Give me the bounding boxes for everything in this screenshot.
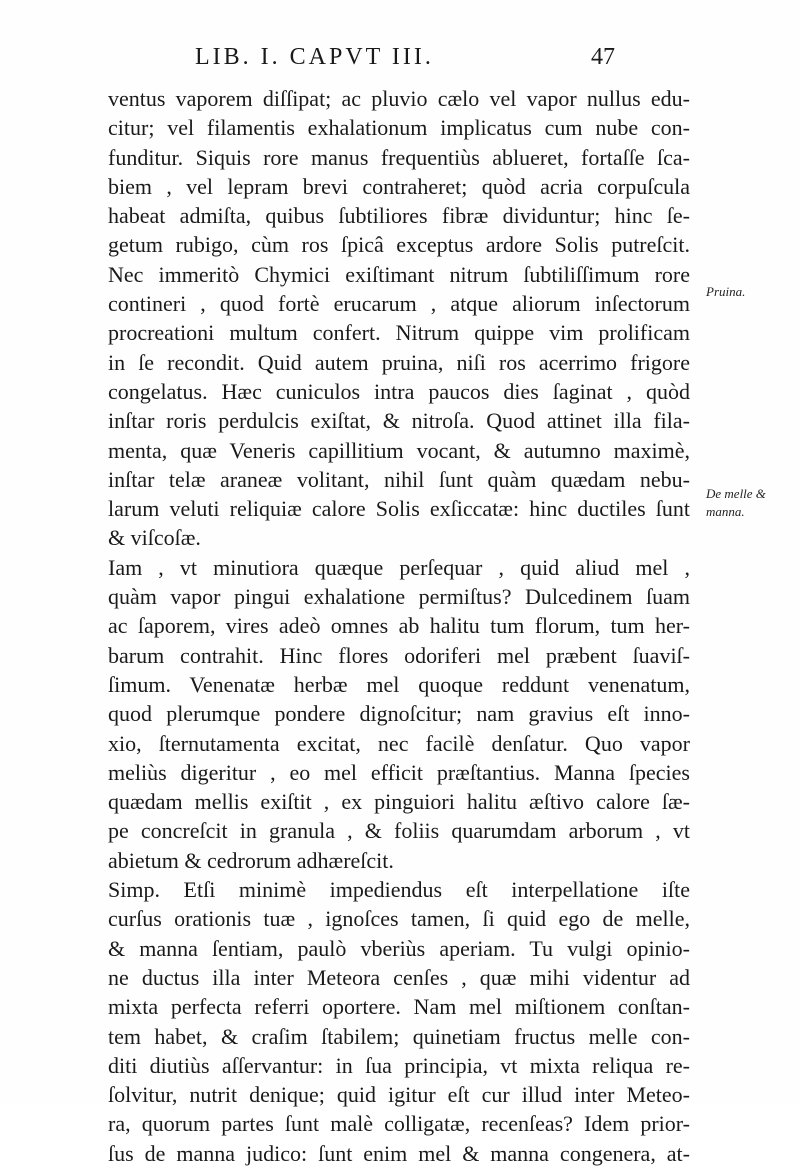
text-line: getum rubigo, cùm ros ſpicâ exceptus ardore Solis putreſcit. [108, 232, 690, 258]
text-line: curſus orationis tuæ , ignoſces tamen, ſi quid ego de melle, [108, 906, 690, 932]
text-line: ſolvitur, nutrit denique; quid igitur eſt cur illud inter Meteo- [108, 1082, 690, 1108]
text-line: contineri , quod fortè erucarum , atque aliorum inſectorum [108, 291, 690, 317]
text-line: citur; vel filamentis exhalationum implicatus cum nube con- [108, 115, 690, 141]
text-line: pe concreſcit in granula , & foliis quarumdam arborum , vt [108, 818, 690, 844]
text-line: ſus de manna judico: ſunt enim mel & manna congenera, at- [108, 1140, 690, 1166]
text-line: barum contrahit. Hinc flores odoriferi mel præbent ſuaviſ- [108, 642, 690, 668]
text-line: Simp. Etſi minimè impediendus eſt interpellatione iſte [108, 877, 690, 903]
text-line: habeat admiſta, quibus ſubtiliores fibræ dividuntur; hinc ſe- [108, 203, 690, 229]
running-title: LIB. I. CAPVT III. [195, 44, 434, 70]
text-line: Nec immeritò Chymici exiſtimant nitrum ſubtiliſſimum rore [108, 261, 690, 287]
text-line: & manna ſentiam, paulò vberiùs aperiam. Tu vulgi opinio- [108, 935, 690, 961]
text-line: inſtar telæ araneæ volitant, nihil ſunt quàm quædam nebu- [108, 466, 690, 492]
text-line: ra, quorum partes ſunt malè colligatæ, recenſeas? Idem prior- [108, 1111, 690, 1137]
body-text [108, 84, 690, 1168]
text-line: procreationi multum confert. Nitrum quippe vim prolificam [108, 320, 690, 346]
margin-note-pruina: Pruina. [706, 284, 746, 299]
text-line: larum veluti reliquiæ calore Solis exſiccatæ: hinc ductiles ſunt [108, 496, 690, 522]
text-line: mixta perfecta referri oportere. Nam mel miſtionem conſtan- [108, 994, 690, 1020]
text-line: diti diutiùs aſſervantur: in ſua principia, vt mixta reliqua re- [108, 1052, 690, 1078]
text-line: inſtar roris perdulcis exiſtat, & nitroſa. Quod attinet illa fila- [108, 408, 690, 434]
text-line: abietum & cedrorum adhæreſcit. [108, 847, 394, 873]
text-line: quædam mellis exiſtit , ex pinguiori halitu æſtivo calore ſæ- [108, 789, 690, 815]
text-line: ne ductus illa inter Meteora cenſes , quæ mihi videntur ad [108, 964, 690, 990]
text-line: quod plerumque pondere dignoſcitur; nam gravius eſt inno- [108, 701, 690, 727]
page-number: 47 [591, 44, 615, 70]
text-line: biem , vel lepram brevi contraheret; quòd acria corpuſcula [108, 173, 690, 199]
text-line: Iam , vt minutiora quæque perſequar , quid aliud mel , [108, 554, 690, 580]
running-head [195, 44, 615, 78]
text-line: ventus vaporem diſſipat; ac pluvio cælo vel vapor nullus edu- [108, 86, 690, 111]
margin-note-melle [706, 485, 796, 521]
margin-note-manna-line: manna. [706, 504, 745, 519]
margin-note-melle-line: De melle & [706, 486, 766, 501]
text-line: ac ſaporem, vires adeò omnes ab halitu tum florum, tum her- [108, 613, 690, 639]
text-line: meliùs digeritur , eo mel efficit præſtantius. Manna ſpecies [108, 759, 690, 785]
text-line: quàm vapor pingui exhalatione permiſtus? Dulcedinem ſuam [108, 584, 690, 610]
text-line: tem habet, & craſim ſtabilem; quinetiam fructus melle con- [108, 1023, 690, 1049]
text-line: xio, ſternutamenta excitat, nec facilè denſatur. Quo vapor [108, 730, 690, 756]
text-line: congelatus. Hæc cuniculos intra paucos dies ſaginat , quòd [108, 378, 690, 404]
text-line: ſimum. Venenatæ herbæ mel quoque reddunt venenatum, [108, 671, 690, 697]
text-line: in ſe recondit. Quid autem pruina, niſi ros acerrimo frigore [108, 349, 690, 375]
text-line: & viſcoſæ. [108, 525, 201, 551]
text-line: menta, quæ Veneris capillitium vocant, & autumno maximè, [108, 437, 690, 463]
text-line: funditur. Siquis rore manus frequentiùs ablueret, fortaſſe ſca- [108, 144, 690, 170]
